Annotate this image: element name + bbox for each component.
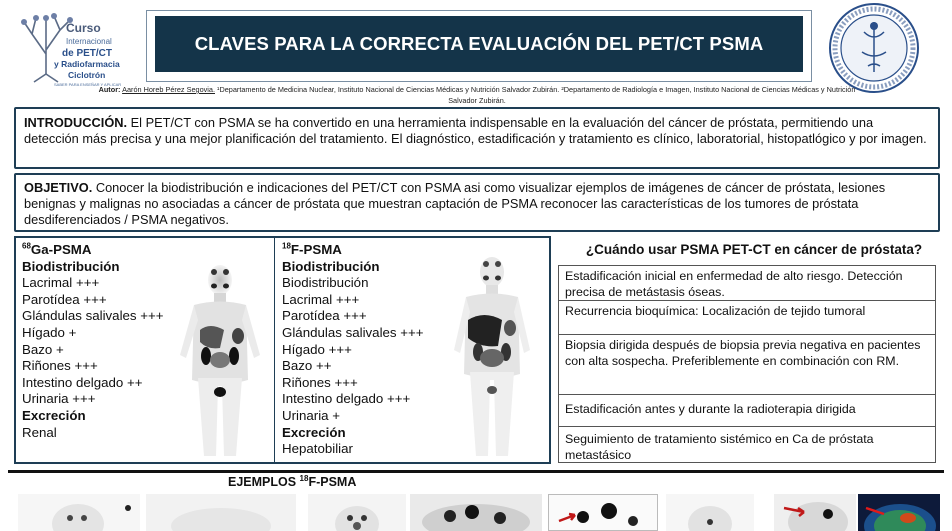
author-affiliations: ¹Departamento de Medicina Nuclear, Instituto Nacional de Ciencias Médicas y Nutrición Salvador Zubirán. ²Departamento de Radiología e Imagen, Instituto Nacional de Ciencias Médicas y Nutrición Salvador Zubirán. bbox=[214, 85, 856, 105]
logo-line-3: de PET/CT bbox=[62, 48, 113, 59]
ga-item: Riñones +++ bbox=[22, 358, 98, 374]
f-item: Riñones +++ bbox=[282, 374, 358, 390]
logo-tagline: SABER PARA ENSEÑAR Y APLICAR bbox=[54, 82, 122, 87]
ga-excretion-label: Excreción bbox=[22, 407, 86, 423]
title-bar bbox=[155, 16, 803, 72]
example-image bbox=[548, 494, 658, 531]
logo-line-4: y Radiofarmacia bbox=[54, 59, 120, 69]
ga-item: Hígado + bbox=[22, 324, 77, 340]
f-item: Biodistribución bbox=[282, 275, 369, 291]
ga-item: Parotídea +++ bbox=[22, 291, 107, 307]
ga-psma-mip-image bbox=[174, 260, 266, 458]
f-psma-title: $^{18}$F-PSMA bbox=[282, 241, 342, 257]
course-logo bbox=[6, 4, 138, 90]
column-divider bbox=[274, 238, 275, 462]
example-image bbox=[18, 494, 140, 531]
objective-text: Conocer la biodistribución e indicaciones del PET/CT con PSMA asi como visualizar ejemplos de imágenes de cáncer de próstata, lesiones benignas y malignas no asociadas a cáncer de próstata que muestran captación de PSMA reconocer las características de los tumores de próstata desdiferenciados / PSMA negativos. bbox=[24, 180, 886, 227]
f-biodistribution-label: Biodistribución bbox=[282, 258, 380, 274]
logo-line-2: Internacional bbox=[66, 37, 112, 46]
f-item: Bazo ++ bbox=[282, 358, 332, 374]
example-image bbox=[666, 494, 754, 531]
objective-box bbox=[14, 173, 940, 232]
title-frame bbox=[146, 10, 812, 82]
f-excretion-label: Excreción bbox=[282, 424, 346, 440]
ga-item: Urinaria +++ bbox=[22, 391, 96, 407]
examples-title: EJEMPLOS $^{18}$F-PSMA bbox=[228, 473, 357, 489]
when-row: Biopsia dirigida después de biopsia previa negativa en pacientes con alta sospecha. Preferiblemente en combinación con RM. bbox=[559, 335, 935, 395]
introduction-label: INTRODUCCIÓN. bbox=[24, 115, 128, 130]
example-image bbox=[858, 494, 940, 531]
f-item: Lacrimal +++ bbox=[282, 291, 360, 307]
page-title: CLAVES PARA LA CORRECTA EVALUACIÓN DEL PET/CT PSMA bbox=[194, 33, 764, 54]
example-image bbox=[308, 494, 406, 531]
when-row: Seguimiento de tratamiento sistémico en Ca de próstata metastásico bbox=[565, 432, 874, 462]
biodistribution-panel bbox=[14, 236, 551, 464]
authors-label: Autor: bbox=[98, 85, 121, 94]
logo-line-5: Ciclotrón bbox=[68, 70, 106, 80]
ga-item: Glándulas salivales +++ bbox=[22, 308, 164, 324]
institution-seal bbox=[828, 2, 920, 94]
when-row: Estadificación antes y durante la radioterapia dirigida bbox=[559, 395, 935, 427]
ga-item: Lacrimal +++ bbox=[22, 275, 100, 291]
when-to-use-title: ¿Cuándo usar PSMA PET-CT en cáncer de próstata? bbox=[585, 242, 923, 257]
section-divider bbox=[8, 470, 944, 473]
f-psma-mip-image bbox=[446, 254, 538, 458]
ga-item: Bazo + bbox=[22, 341, 64, 357]
ga-psma-title: $^{68}$Ga-PSMA bbox=[22, 241, 92, 257]
example-image bbox=[410, 494, 542, 531]
ga-biodistribution-label: Biodistribución bbox=[22, 258, 120, 274]
authors bbox=[92, 84, 862, 106]
f-item: Glándulas salivales +++ bbox=[282, 324, 424, 340]
f-excretion: Hepatobiliar bbox=[282, 441, 353, 457]
introduction-text: El PET/CT con PSMA se ha convertido en una herramienta indispensable en la evaluación del cáncer de próstata, permitiendo una detección más precisa y una mejor planificación del tratamiento. El diagnóstico, estadificación y tratamiento es clínico, laboratorial, histopatlógico y por imagen. bbox=[24, 115, 927, 146]
objective-label: OBJETIVO. bbox=[24, 180, 93, 195]
f-item: Hígado +++ bbox=[282, 341, 352, 357]
introduction-box bbox=[14, 107, 940, 169]
when-to-use-table bbox=[558, 265, 936, 463]
f-item: Urinaria + bbox=[282, 407, 341, 423]
example-image bbox=[146, 494, 296, 531]
ga-excretion: Renal bbox=[22, 424, 57, 440]
author-name: Aarón Horeb Pérez Segovia. bbox=[122, 85, 215, 94]
ga-item: Intestino delgado ++ bbox=[22, 374, 143, 390]
example-image bbox=[774, 494, 856, 531]
f-item: Parotídea +++ bbox=[282, 308, 367, 324]
when-row: Estadificación inicial en enfermedad de alto riesgo. Detección precisa de metástasis óseas. bbox=[559, 266, 935, 301]
f-item: Intestino delgado +++ bbox=[282, 391, 411, 407]
when-row: Recurrencia bioquímica: Localización de tejido tumoral bbox=[559, 301, 935, 335]
logo-line-1: Curso bbox=[66, 21, 101, 35]
